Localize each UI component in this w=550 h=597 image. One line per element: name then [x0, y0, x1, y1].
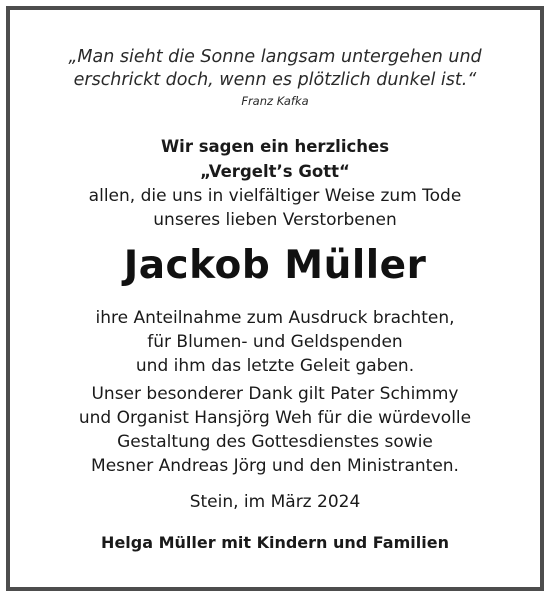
- special-thanks: [10, 382, 540, 478]
- special-thanks-line: Gestaltung des Gottesdienstes sowie: [117, 432, 433, 452]
- intro-line: unseres lieben Verstorbenen: [153, 210, 397, 230]
- quote-line: erschrickt doch, wenn es plötzlich dunkel ist.“: [73, 70, 477, 90]
- quote-author: Franz Kafka: [241, 94, 309, 108]
- signature: Helga Müller mit Kindern und Familien: [101, 533, 449, 552]
- body-line: für Blumen- und Geldspenden: [147, 332, 403, 352]
- intro-text: [10, 184, 540, 232]
- body-line: ihre Anteilnahme zum Ausdruck brachten,: [95, 308, 455, 328]
- body-line: und ihm das letzte Geleit gaben.: [135, 356, 415, 376]
- intro-line: allen, die uns in vielfältiger Weise zum Tode: [88, 186, 462, 206]
- quote: [10, 46, 540, 92]
- thanks-heading: [10, 134, 540, 184]
- body-text: [10, 306, 540, 378]
- special-thanks-line: und Organist Hansjörg Weh für die würdevolle: [78, 408, 472, 428]
- thanks-line: Wir sagen ein herzliches: [160, 137, 390, 156]
- thanks-line: „Vergelt’s Gott“: [200, 162, 350, 181]
- deceased-name: Jackob Müller: [123, 243, 427, 288]
- quote-line: „Man sieht die Sonne langsam untergehen und: [68, 47, 482, 67]
- special-thanks-line: Mesner Andreas Jörg und den Ministranten.: [91, 456, 459, 476]
- special-thanks-line: Unser besonderer Dank gilt Pater Schimmy: [91, 384, 459, 404]
- place-date: Stein, im März 2024: [189, 492, 361, 512]
